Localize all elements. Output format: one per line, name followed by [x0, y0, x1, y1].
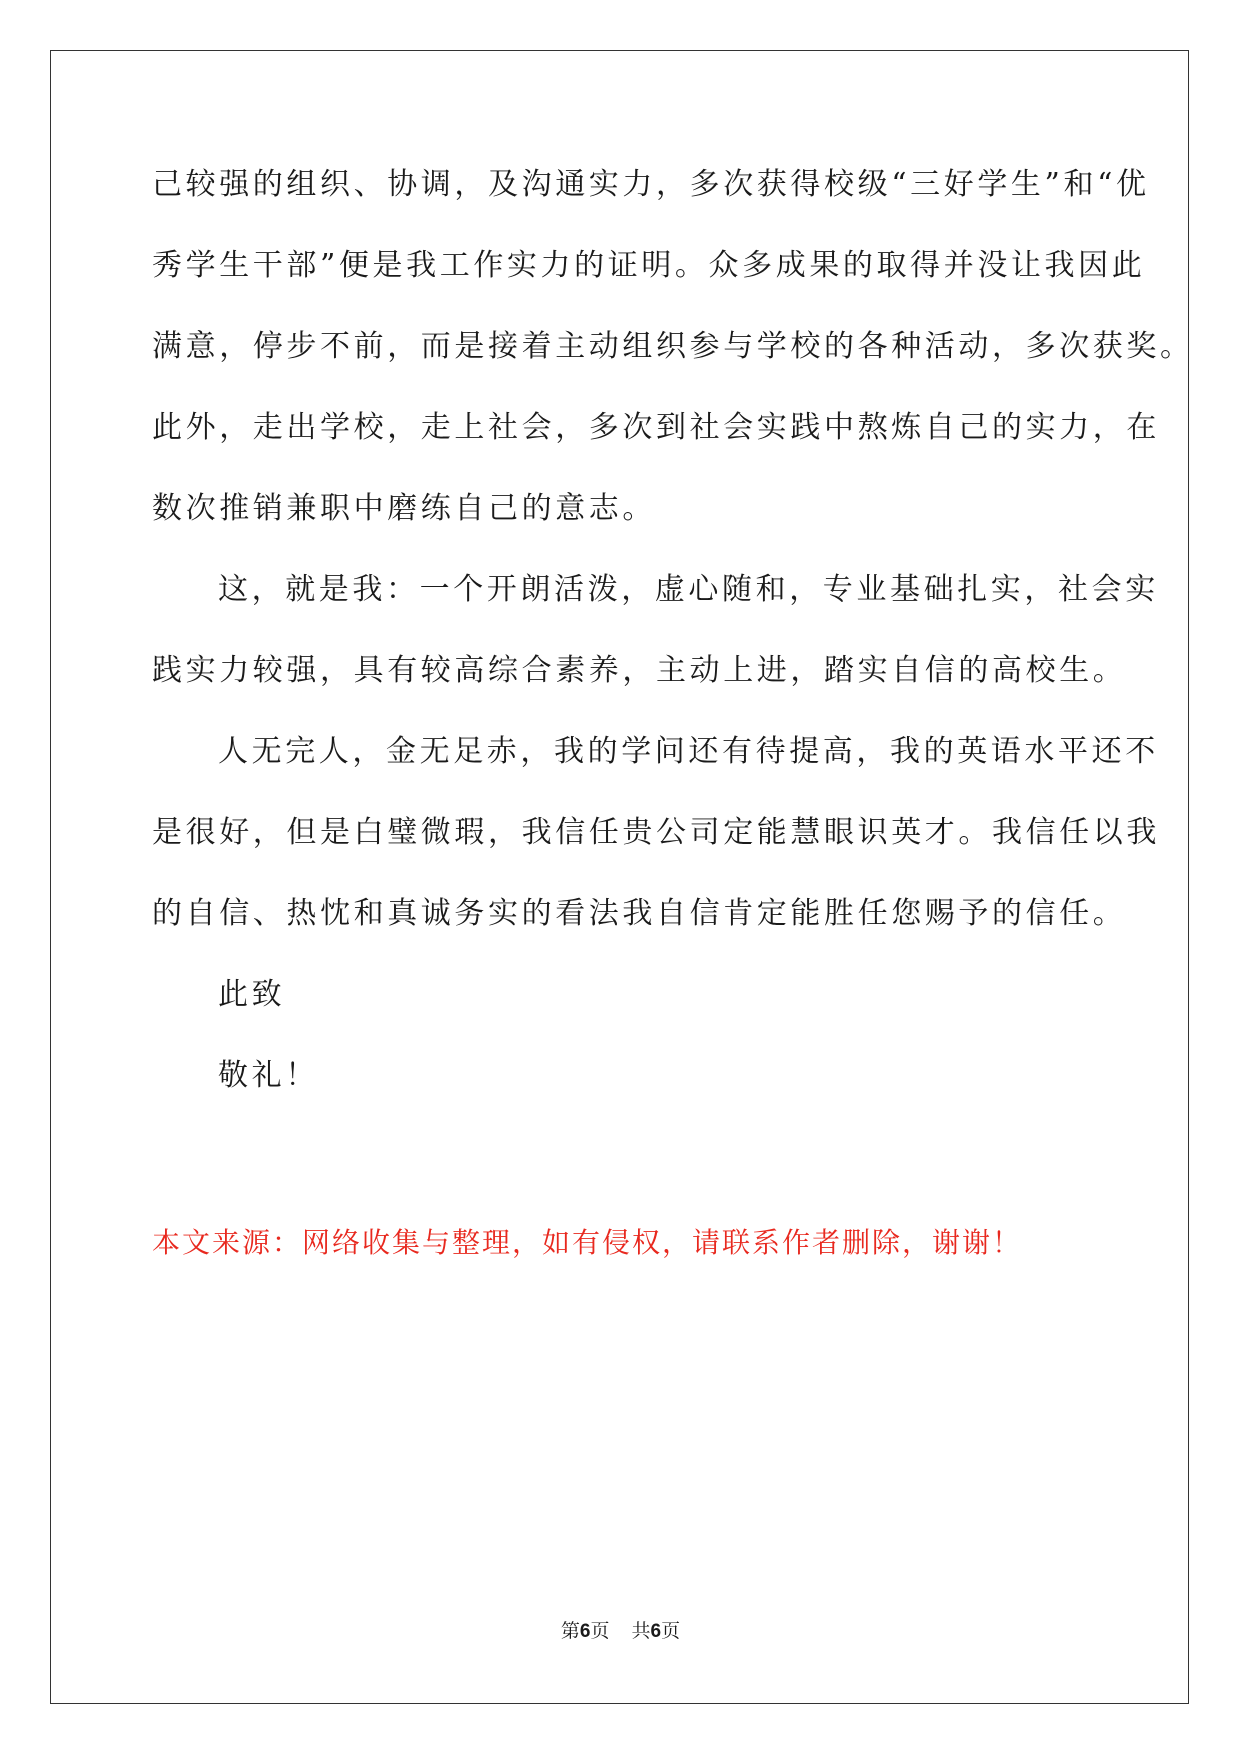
text-line: 秀学生干部”便是我工作实力的证明。众多成果的取得并没让我因此 — [152, 248, 1146, 283]
footer-prefix: 第 — [560, 1620, 580, 1642]
footer-total-prefix: 共 — [631, 1620, 651, 1642]
closing-regards: 敬礼！ — [218, 1058, 319, 1093]
text-line: 数次推销兼职中磨练自己的意志。 — [152, 491, 656, 526]
paragraph-start-line: 这，就是我：一个开朗活泼，虚心随和，专业基础扎实，社会实 — [218, 572, 1159, 607]
source-disclaimer: 本文来源：网络收集与整理，如有侵权，请联系作者删除，谢谢！ — [152, 1226, 1023, 1259]
page-number-footer — [0, 1618, 1241, 1645]
text-line: 满意，停步不前，而是接着主动组织参与学校的各种活动，多次获奖。 — [152, 329, 1194, 364]
text-line: 的自信、热忱和真诚务实的看法我自信肯定能胜任您赐予的信任。 — [152, 896, 1127, 931]
current-page-number: 6 — [579, 1621, 591, 1642]
text-line: 己较强的组织、协调，及沟通实力，多次获得校级“三好学生”和“优 — [152, 167, 1150, 202]
text-line: 是很好，但是白璧微瑕，我信任贵公司定能慧眼识英才。我信任以我 — [152, 815, 1160, 850]
paragraph-start-line: 人无完人，金无足赤，我的学问还有待提高，我的英语水平还不 — [218, 734, 1159, 769]
footer-total-unit: 页 — [661, 1620, 681, 1642]
total-page-number: 6 — [650, 1621, 662, 1642]
footer-page-unit: 页 — [590, 1620, 610, 1642]
closing-salutation: 此致 — [218, 977, 286, 1012]
letter-body — [152, 165, 1194, 1137]
text-line: 此外，走出学校，走上社会，多次到社会实践中熬炼自己的实力，在 — [152, 410, 1160, 445]
text-line: 践实力较强，具有较高综合素养，主动上进，踏实自信的高校生。 — [152, 653, 1127, 688]
